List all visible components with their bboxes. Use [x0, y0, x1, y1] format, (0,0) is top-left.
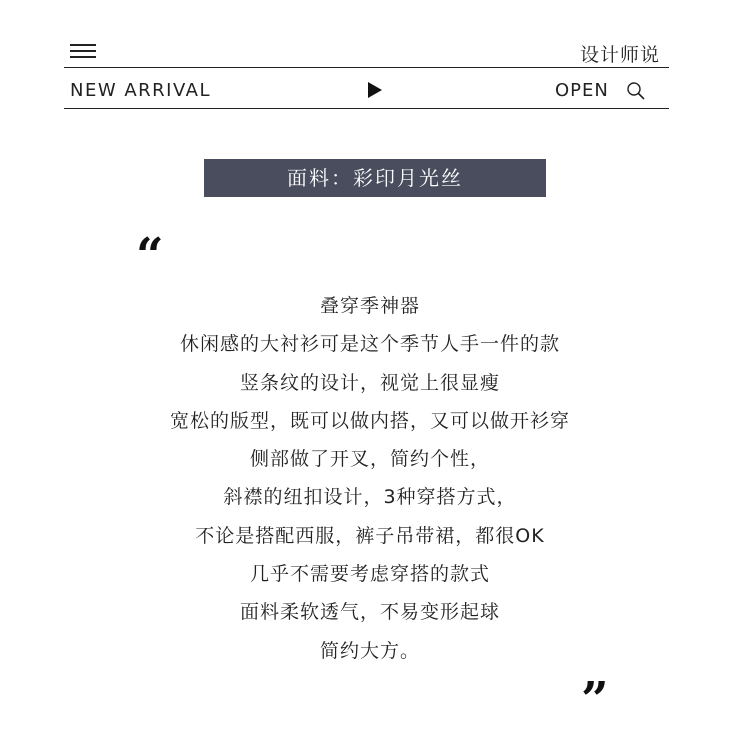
nav-divider: [64, 108, 669, 109]
description-line: 不论是搭配西服，裤子吊带裙，都很OK: [195, 524, 545, 547]
hamburger-menu-icon[interactable]: [70, 44, 96, 60]
description-line: 几乎不需要考虑穿搭的款式: [249, 563, 490, 586]
description-line: 简约大方。: [319, 639, 420, 662]
description-line: 竖条纹的设计，视觉上很显瘦: [239, 371, 500, 394]
header-divider: [64, 67, 669, 68]
new-arrival-link[interactable]: NEW ARRIVAL: [70, 80, 211, 101]
description-line: 斜襟的纽扣设计，3种穿搭方式，: [223, 486, 517, 509]
description-line: 叠穿季神器: [319, 295, 420, 317]
open-link[interactable]: OPEN: [555, 80, 609, 101]
description-line: 面料柔软透气，不易变形起球: [239, 601, 500, 624]
description-line: 休闲感的大衬衫可是这个季节人手一件的款: [179, 333, 560, 356]
product-description: [0, 287, 740, 670]
play-icon[interactable]: [368, 82, 382, 98]
description-line: 宽松的版型，既可以做内搭，又可以做开衫穿: [169, 409, 570, 432]
open-quote-mark: “: [136, 228, 164, 284]
fabric-banner: 面料：彩印月光丝: [204, 159, 546, 197]
close-quote-mark: ”: [581, 672, 609, 728]
designer-says-link[interactable]: 设计师说: [579, 44, 660, 66]
search-icon[interactable]: [626, 81, 646, 101]
description-line: 侧部做了开叉，简约个性，: [249, 448, 490, 471]
